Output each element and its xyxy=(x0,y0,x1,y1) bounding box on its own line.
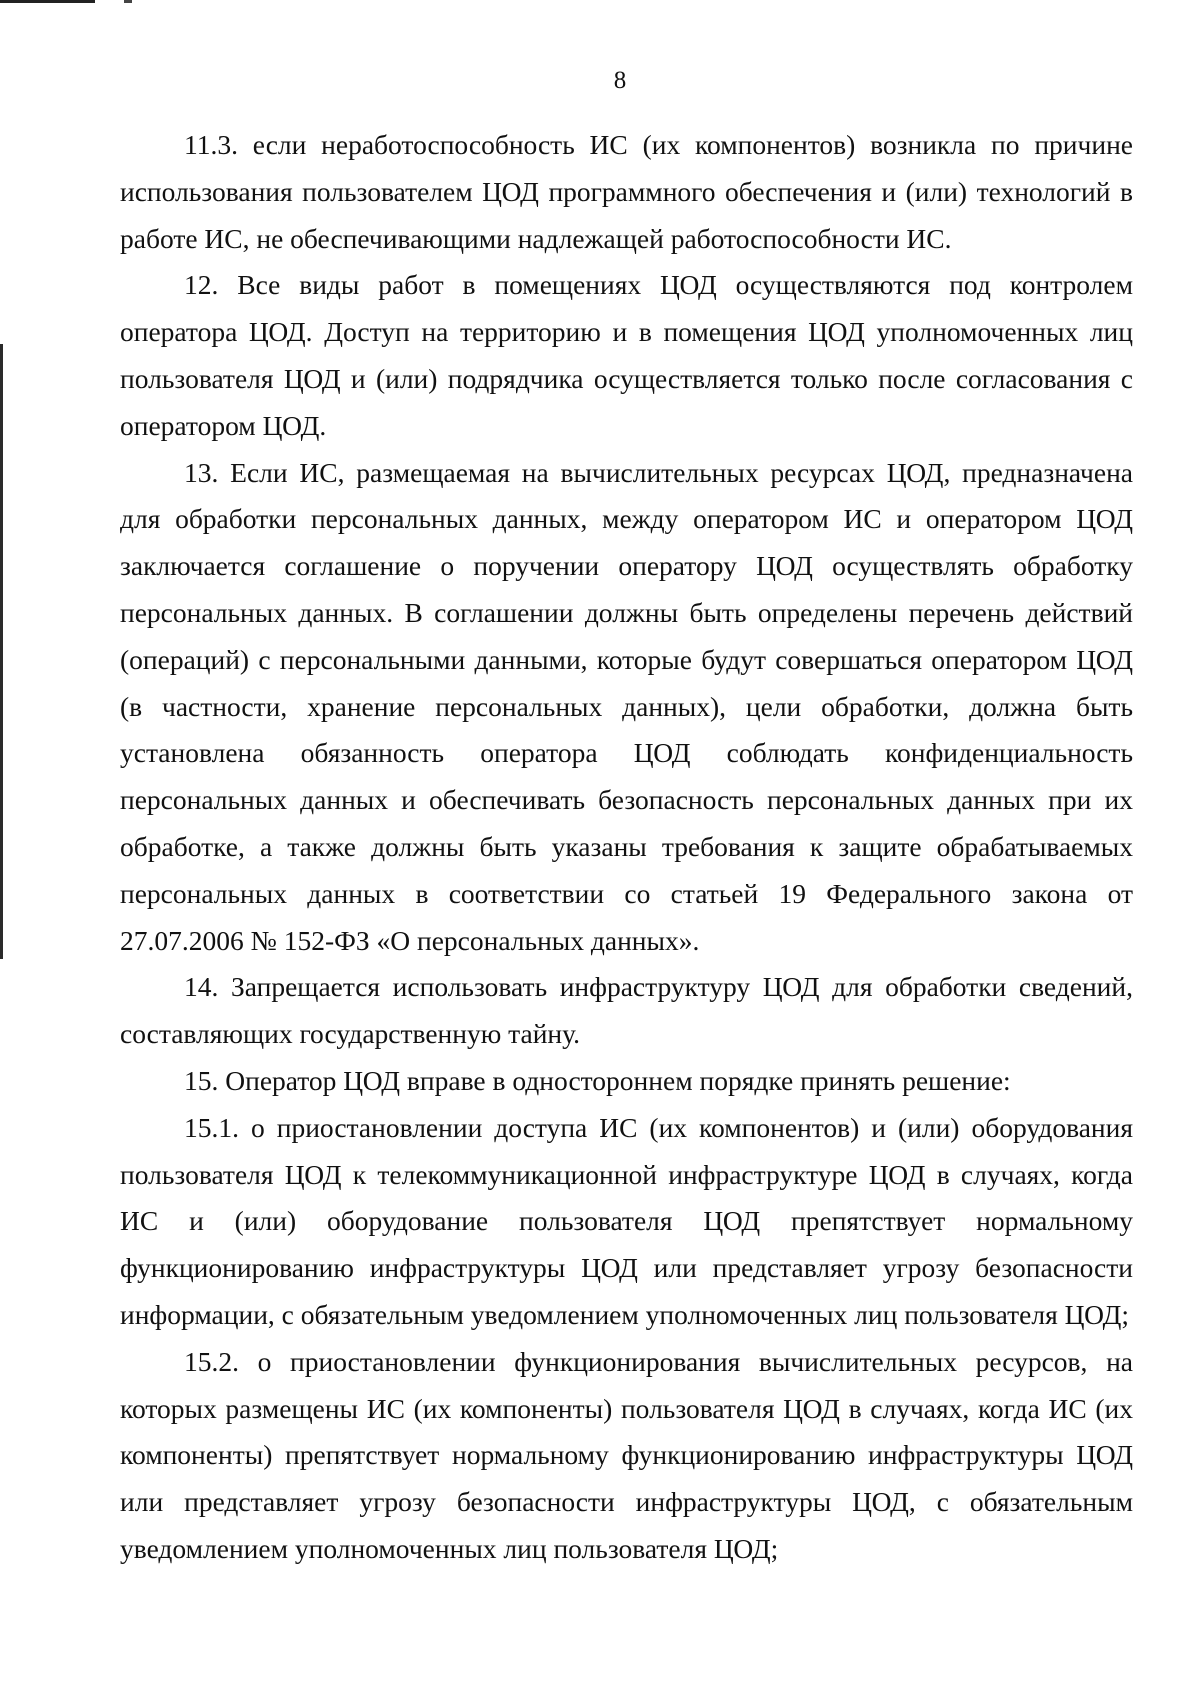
scan-edge-mark-left xyxy=(0,344,3,959)
scan-edge-mark-top-small xyxy=(124,0,132,3)
paragraph-14: 14. Запрещается использовать инфраструктуру ЦОД для обработки сведений, составляющих государственную тайну. xyxy=(120,971,1133,1050)
paragraph-13: 13. Если ИС, размещаемая на вычислительных ресурсах ЦОД, предназначена для обработки персональных данных, между оператором ИС и оператором ЦОД заключается соглашение о поручении оператору ЦОД осуществлять обработку персональных данных. В соглашении должны быть определены перечень действий (операций) с персональными данными, которые будут совершаться оператором ЦОД (в частности, хранение персональных данных), цели обработки, должна быть установлена обязанность оператора ЦОД соблюдать конфиденциальность персональных данных и обеспечивать безопасность персональных данных при их обработке, а также должны быть указаны требования к защите обрабатываемых персональных данных в соответствии со статьей 19 Федерального закона от 27.07.2006 № 152-ФЗ «О персональных данных». xyxy=(120,456,1133,956)
paragraph-15: 15. Оператор ЦОД вправе в одностороннем порядке принять решение: xyxy=(184,1064,1011,1096)
scan-edge-mark-top xyxy=(0,0,95,3)
paragraph-11-3: 11.3. если неработоспособность ИС (их компонентов) возникла по причине использования пользователем ЦОД программного обеспечения и (или) технологий в работе ИС, не обеспечивающими надлежащей работоспособности ИС. xyxy=(120,129,1133,254)
paragraph-15-2: 15.2. о приостановлении функционирования вычислительных ресурсов, на которых размещены ИС (их компоненты) пользователя ЦОД в случаях, когда ИС (их компоненты) препятствует нормальному функционированию инфраструктуры ЦОД или представляет угрозу безопасности инфраструктуры ЦОД, с обязательным уведомлением уполномоченных лиц пользователя ЦОД; xyxy=(120,1345,1133,1564)
document-body xyxy=(120,122,1133,1573)
page-number: 8 xyxy=(613,67,627,94)
paragraph-15-1: 15.1. о приостановлении доступа ИС (их компонентов) и (или) оборудования пользователя ЦОД к телекоммуникационной инфраструктуре ЦОД в случаях, когда ИС и (или) оборудование пользователя ЦОД препятствует нормальному функционированию инфраструктуры ЦОД или представляет угрозу безопасности информации, с обязательным уведомлением уполномоченных лиц пользователя ЦОД; xyxy=(120,1111,1133,1330)
paragraph-12: 12. Все виды работ в помещениях ЦОД осуществляются под контролем оператора ЦОД. Доступ на территорию и в помещения ЦОД уполномоченных лиц пользователя ЦОД и (или) подрядчика осуществляется только после согласования с оператором ЦОД. xyxy=(120,269,1133,441)
